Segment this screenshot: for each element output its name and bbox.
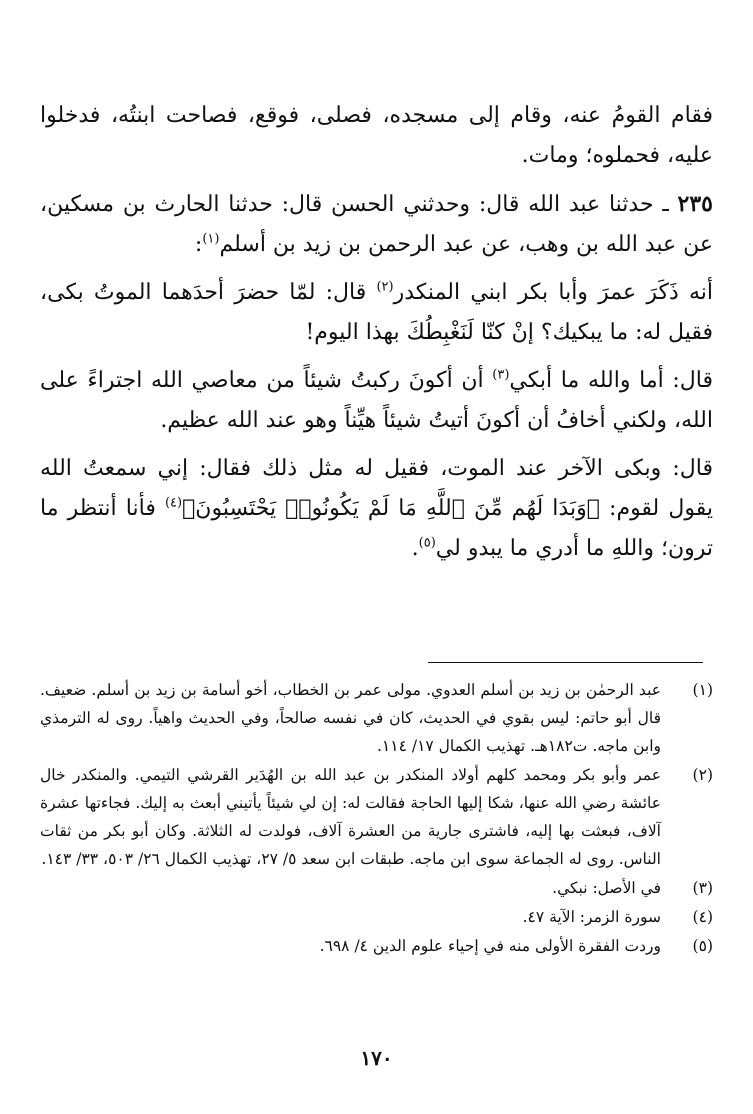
footnote-text: في الأصل: نبكي. <box>552 879 661 897</box>
footnote-ref-5: (٥) <box>418 535 436 551</box>
footnote-ref-3: (٣) <box>492 367 510 383</box>
footnote-text: عبد الرحمٰن بن زيد بن أسلم العدوي. مولى عمر بن الخطاب، أخو أسامة بن زيد بن أسلم. ضعيف. قال أبو حاتم: ليس بقوي في الحديث، كان في نفسه صالحاً، وفي الحديث واهياً. روى له الترمذي وابن ماجه. ت١٨٢هـ. تهذيب الكمال ١٧/ ١١٤. <box>40 681 661 755</box>
hadith-number: ٢٣٥ <box>677 191 713 217</box>
paragraph-4-text-a: قال: أما والله ما أبكي <box>509 368 713 393</box>
main-text <box>40 96 713 577</box>
footnote-number: (٤) <box>692 908 713 926</box>
paragraph-235-end: : <box>194 232 203 257</box>
paragraph-4 <box>40 361 713 441</box>
footnote-number: (١) <box>692 681 713 699</box>
footnote-ref-2: (٢) <box>376 279 394 295</box>
footnote-4 <box>40 903 713 931</box>
page-number: ١٧٠ <box>360 1046 393 1070</box>
paragraph-235 <box>40 184 713 265</box>
footnote-text: سورة الزمر: الآية ٤٧. <box>522 908 661 926</box>
footnote-number: (٥) <box>692 937 713 955</box>
footnotes <box>40 676 713 961</box>
footnote-number: (٣) <box>692 879 713 897</box>
paragraph-235-text: ـ حدثنا عبد الله قال: وحدثني الحسن قال: حدثنا الحارث بن مسكين، عن عبد الله بن وهب، عن عبد الرحمن بن زيد بن أسلم <box>40 192 713 257</box>
footnote-2 <box>40 761 713 873</box>
paragraph-1-text: فقام القومُ عنه، وقام إلى مسجده، فصلى، فوقع، فصاحت ابنتُه، فدخلوا عليه، فحملوه؛ ومات. <box>40 103 713 168</box>
footnote-ref-1: (١) <box>202 231 220 247</box>
paragraph-3-text-a: أنه ذَكَرَ عمرَ وأبا بكر ابني المنكدر <box>393 280 714 305</box>
footnote-3 <box>40 874 713 902</box>
paragraph-5-text-a: قال: وبكى الآخر عند الموت، فقيل له مثل ذلك فقال: إني سمعتُ الله يقول لقوم: ﴿وَبَدَا لَهُم مِّنَ ٱللَّهِ مَا لَمْ يَكُونُوا۟ يَحْتَسِبُونَ﴾ <box>40 456 713 521</box>
footnote-divider <box>428 662 703 663</box>
footnote-ref-4: (٤) <box>164 495 183 511</box>
paragraph-3-text-b: قال: لمّا حضرَ أحدَهما الموتُ بكى، فقيل له: ما يبكيك؟ إنْ كنّا لَنَغْبِطُكَ بهذا اليوم! <box>40 280 713 345</box>
footnote-1 <box>40 676 713 760</box>
paragraph-5-end: . <box>411 536 419 561</box>
paragraph-4-text-b: أن أكونَ ركبتُ شيئاً من معاصي الله اجتراءً على الله، ولكني أخافُ أن أكونَ أتيتُ شيئاً هيِّناً وهو عند الله عظيم. <box>40 368 713 433</box>
footnote-text: وردت الفقرة الأولى منه في إحياء علوم الدين ٤/ ٦٩٨. <box>319 937 661 955</box>
paragraph-1 <box>40 96 713 176</box>
paragraph-5-text-b: فأنا أنتظر ما ترون؛ واللهِ ما أدري ما يبدو لي <box>40 496 713 561</box>
footnote-text: عمر وأبو بكر ومحمد كلهم أولاد المنكدر بن عبد الله بن الهُدَير القرشي التيمي. والمنكدر خال عائشة رضي الله عنها، شكا إليها الحاجة فقالت له: إن لي شيئاً يأتيني أبعث به إليك. فجاءتها عشرة آلاف، فبعثت بها إليه، فاشترى جارية من العشرة آلاف، فولدت له الثلاثة. وكان أبو بكر من ثقات الناس. روى له الجماعة سوى ابن ماجه. طبقات ابن سعد ٥/ ٢٧، تهذيب الكمال ٢٦/ ٥٠٣، ٣٣/ ١٤٣. <box>40 766 661 868</box>
footnote-5 <box>40 932 713 960</box>
paragraph-3 <box>40 273 713 353</box>
paragraph-5 <box>40 449 713 569</box>
footnote-number: (٢) <box>692 766 713 784</box>
